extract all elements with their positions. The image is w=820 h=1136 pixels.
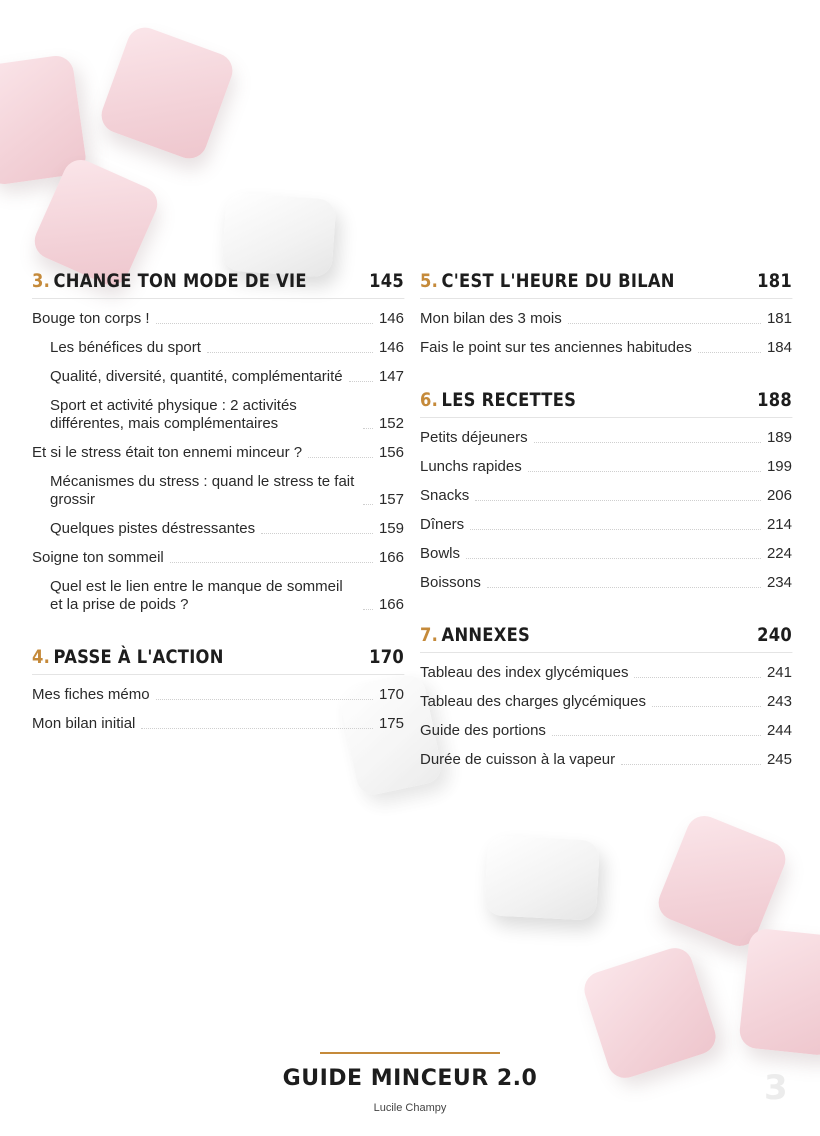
toc-entry-label: Sport et activité physique : 2 activités différentes, mais complémentaires bbox=[50, 397, 297, 432]
toc-section bbox=[420, 270, 792, 363]
toc-entry-page: 206 bbox=[766, 487, 792, 504]
dot-leader bbox=[552, 735, 761, 736]
toc-entry-page: 245 bbox=[766, 751, 792, 768]
dot-leader bbox=[156, 323, 373, 324]
toc-entry-page: 189 bbox=[766, 429, 792, 446]
section-number: 4. bbox=[32, 646, 51, 668]
toc-entry-page: 166 bbox=[378, 549, 404, 566]
white-marshmallow-image bbox=[484, 835, 600, 921]
toc-entry[interactable] bbox=[32, 710, 404, 739]
dot-leader bbox=[698, 352, 761, 353]
dot-leader bbox=[528, 471, 761, 472]
section-page: 181 bbox=[757, 270, 793, 292]
toc-section bbox=[32, 270, 404, 620]
toc-section bbox=[420, 624, 792, 775]
dot-leader bbox=[363, 609, 373, 610]
section-title: CHANGE TON MODE DE VIE bbox=[53, 270, 307, 292]
toc-entry-page: 181 bbox=[766, 310, 792, 327]
toc-entry-label: Les bénéfices du sport bbox=[50, 339, 201, 356]
dot-leader bbox=[363, 504, 373, 505]
toc-entry-page: 152 bbox=[378, 415, 404, 432]
toc-section bbox=[420, 389, 792, 598]
toc-entry[interactable] bbox=[420, 569, 792, 598]
section-heading bbox=[420, 270, 792, 299]
section-title: PASSE À L'ACTION bbox=[53, 646, 224, 668]
toc-entry[interactable] bbox=[32, 681, 404, 710]
toc-entry-page: 175 bbox=[378, 715, 404, 732]
toc-entry-label: Boissons bbox=[420, 574, 481, 591]
section-heading bbox=[420, 389, 792, 418]
toc-entry[interactable] bbox=[420, 453, 792, 482]
toc-entry-page: 243 bbox=[766, 693, 792, 710]
toc-entry[interactable] bbox=[420, 305, 792, 334]
dot-leader bbox=[349, 381, 373, 382]
toc-entry-page: 159 bbox=[378, 520, 404, 537]
dot-leader bbox=[652, 706, 761, 707]
toc-entry-page: 214 bbox=[766, 516, 792, 533]
toc-entry-label: Snacks bbox=[420, 487, 470, 504]
toc-entry[interactable] bbox=[420, 659, 792, 688]
toc-entry-page: 147 bbox=[378, 368, 404, 385]
section-heading bbox=[32, 270, 404, 299]
toc-entry-label: Soigne ton sommeil bbox=[32, 549, 164, 566]
toc-entry[interactable] bbox=[420, 717, 792, 746]
toc-entry-page: 199 bbox=[766, 458, 792, 475]
toc-entry-label: Mon bilan initial bbox=[32, 715, 136, 732]
toc-entry-label: Bouge ton corps ! bbox=[32, 310, 150, 327]
toc-entry-page: 157 bbox=[378, 491, 404, 508]
dot-leader bbox=[568, 323, 761, 324]
pink-marshmallow-image bbox=[738, 927, 820, 1056]
toc-entry-label: Lunchs rapides bbox=[420, 458, 522, 475]
dot-leader bbox=[363, 428, 373, 429]
section-title: LES RECETTES bbox=[441, 389, 577, 411]
toc-entry[interactable] bbox=[32, 392, 404, 439]
dot-leader bbox=[466, 558, 761, 559]
toc-entry-label: Mécanismes du stress : quand le stress te fait grossir bbox=[50, 473, 355, 508]
dot-leader bbox=[475, 500, 761, 501]
toc-entry-page: 156 bbox=[378, 444, 404, 461]
toc-entry-page: 241 bbox=[766, 664, 792, 681]
toc-entry[interactable] bbox=[32, 573, 404, 620]
book-title: GUIDE MINCEUR 2.0 bbox=[282, 1066, 538, 1091]
toc-entry-label: Quel est le lien entre le manque de sommeil et la prise de poids ? bbox=[50, 578, 343, 613]
toc-entry-label: Mes fiches mémo bbox=[32, 686, 150, 703]
section-title: ANNEXES bbox=[441, 624, 531, 646]
toc-section bbox=[32, 646, 404, 739]
dot-leader bbox=[261, 533, 373, 534]
toc-entry[interactable] bbox=[32, 334, 404, 363]
section-title: C'EST L'HEURE DU BILAN bbox=[441, 270, 675, 292]
white-marshmallow-image bbox=[221, 192, 336, 277]
section-number: 5. bbox=[420, 270, 439, 292]
dot-leader bbox=[308, 457, 373, 458]
dot-leader bbox=[207, 352, 373, 353]
toc-entry[interactable] bbox=[420, 511, 792, 540]
toc-entry-page: 166 bbox=[378, 596, 404, 613]
pink-marshmallow-image bbox=[580, 943, 721, 1082]
toc-column-left bbox=[32, 270, 404, 765]
toc-entry-label: Fais le point sur tes anciennes habitudes bbox=[420, 339, 692, 356]
section-heading-text bbox=[420, 270, 675, 292]
section-heading bbox=[420, 624, 792, 653]
section-page: 170 bbox=[369, 646, 405, 668]
toc-entry-page: 184 bbox=[766, 339, 792, 356]
toc-entry-page: 224 bbox=[766, 545, 792, 562]
dot-leader bbox=[141, 728, 373, 729]
toc-entry-label: Qualité, diversité, quantité, complémentarité bbox=[50, 368, 343, 385]
toc-entry-label: Durée de cuisson à la vapeur bbox=[420, 751, 616, 768]
dot-leader bbox=[534, 442, 761, 443]
toc-entry-label: Et si le stress était ton ennemi minceur ? bbox=[32, 444, 303, 461]
toc-entry-label: Dîners bbox=[420, 516, 465, 533]
dot-leader bbox=[470, 529, 761, 530]
toc-entry[interactable] bbox=[32, 468, 404, 515]
toc-entry-page: 244 bbox=[766, 722, 792, 739]
toc-entry-page: 146 bbox=[378, 339, 404, 356]
dot-leader bbox=[621, 764, 761, 765]
toc-entry[interactable] bbox=[420, 334, 792, 363]
toc-entry[interactable] bbox=[32, 305, 404, 334]
toc-entry[interactable] bbox=[32, 439, 404, 468]
toc-entry-label: Mon bilan des 3 mois bbox=[420, 310, 562, 327]
toc-entry[interactable] bbox=[420, 424, 792, 453]
toc-entry-label: Bowls bbox=[420, 545, 461, 562]
section-page: 188 bbox=[757, 389, 793, 411]
section-heading-text bbox=[420, 389, 576, 411]
toc-entry-label: Quelques pistes déstressantes bbox=[50, 520, 256, 537]
author-name: Lucile Champy bbox=[373, 1102, 447, 1114]
dot-leader bbox=[634, 677, 761, 678]
section-number: 3. bbox=[32, 270, 51, 292]
section-heading-text bbox=[420, 624, 530, 646]
toc-entry-page: 170 bbox=[378, 686, 404, 703]
toc-entry[interactable] bbox=[420, 688, 792, 717]
section-heading bbox=[32, 646, 404, 675]
dot-leader bbox=[156, 699, 373, 700]
toc-entry[interactable] bbox=[32, 544, 404, 573]
pink-marshmallow-image bbox=[97, 23, 238, 164]
toc-entry[interactable] bbox=[420, 746, 792, 775]
section-number: 6. bbox=[420, 389, 439, 411]
dot-leader bbox=[487, 587, 761, 588]
section-page: 145 bbox=[369, 270, 405, 292]
section-number: 7. bbox=[420, 624, 439, 646]
toc-entry-label: Petits déjeuners bbox=[420, 429, 528, 446]
toc-entry-page: 234 bbox=[766, 574, 792, 591]
toc-entry[interactable] bbox=[32, 363, 404, 392]
toc-entry-page: 146 bbox=[378, 310, 404, 327]
toc-entry-label: Guide des portions bbox=[420, 722, 546, 739]
toc-entry-label: Tableau des index glycémiques bbox=[420, 664, 629, 681]
dot-leader bbox=[170, 562, 373, 563]
toc-entry-label: Tableau des charges glycémiques bbox=[420, 693, 646, 710]
toc-entry[interactable] bbox=[420, 540, 792, 569]
toc-entry[interactable] bbox=[32, 515, 404, 544]
section-page: 240 bbox=[757, 624, 793, 646]
toc-column-right bbox=[420, 270, 792, 801]
footer-rule bbox=[320, 1052, 500, 1054]
section-heading-text bbox=[32, 270, 307, 292]
page-number: 3 bbox=[764, 1068, 788, 1108]
section-heading-text bbox=[32, 646, 224, 668]
toc-entry[interactable] bbox=[420, 482, 792, 511]
